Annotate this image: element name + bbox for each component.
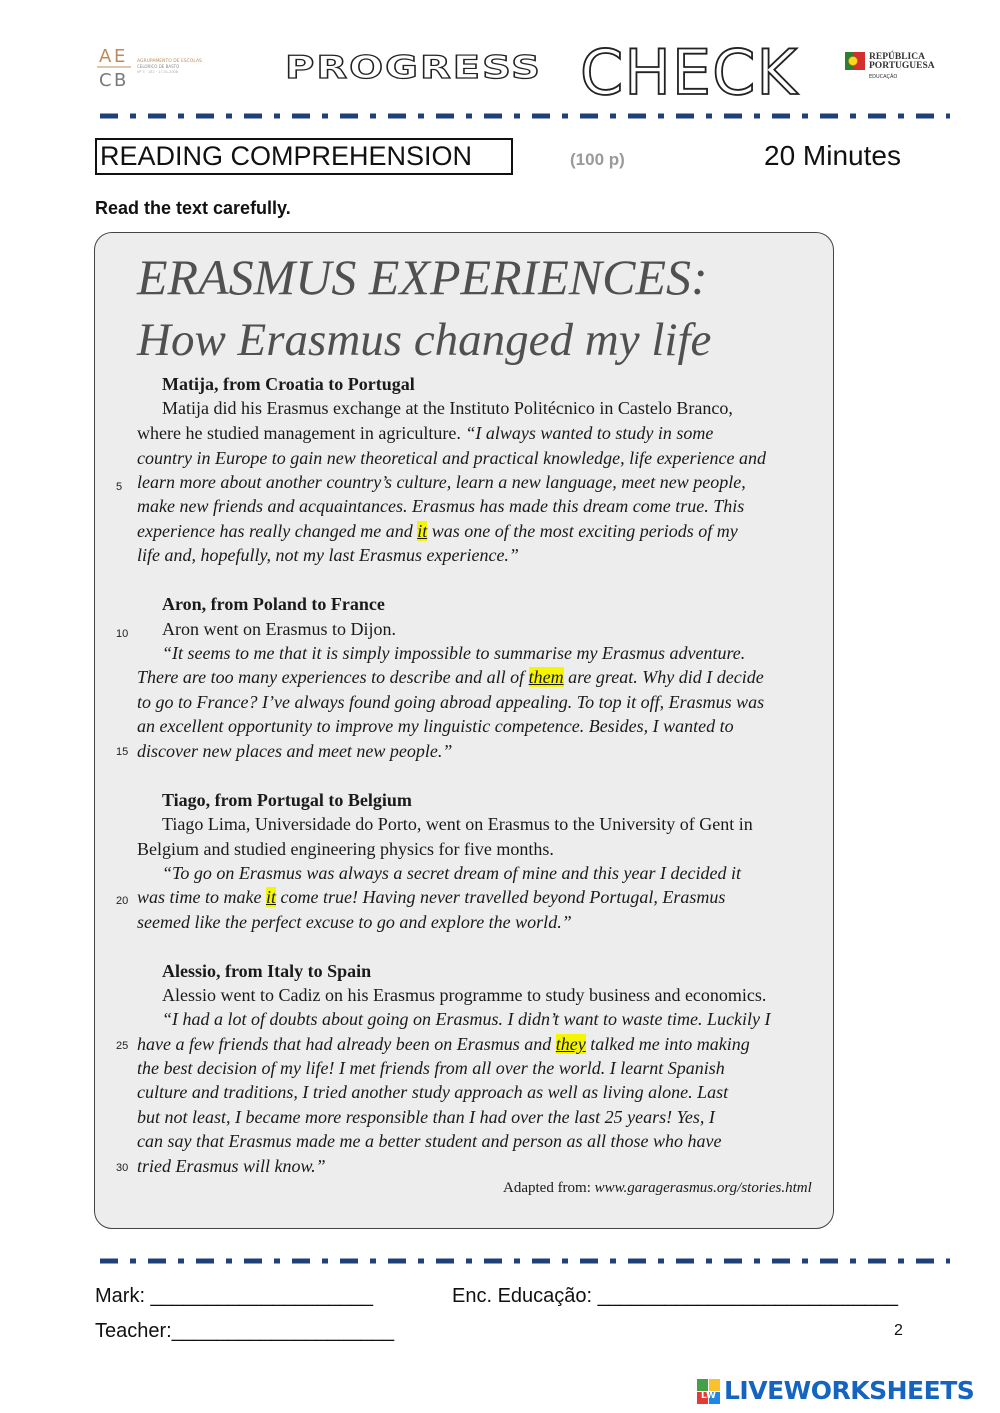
story-line: the best decision of my life! I met friends from all over the world. I learnt Spanish [137, 1058, 725, 1078]
article-subtitle: How Erasmus changed my life [137, 314, 712, 366]
guardian-field: Enc. Educação: ___________________________ [452, 1285, 898, 1307]
badge-text: LW [701, 1391, 716, 1401]
duration-label: 20 Minutes [764, 140, 901, 171]
story-line: can say that Erasmus made me a better student and person as all those who have [137, 1131, 722, 1151]
story-line: life and, hopefully, not my last Erasmus experience.” [137, 545, 519, 565]
story-text: come true! Having never travelled beyond Portugal, Erasmus [276, 887, 726, 907]
line-number: 20 [116, 895, 129, 907]
dashed-divider-bottom [100, 1257, 950, 1265]
page-number: 2 [894, 1322, 903, 1339]
story-text: was one of the most exciting periods of my [427, 521, 738, 541]
highlighted-word-them: them [528, 667, 564, 687]
story-line: Aron went on Erasmus to Dijon. [162, 619, 396, 639]
story-heading-matija: Matija, from Croatia to Portugal [162, 374, 415, 394]
credit-url: www.garagerasmus.org/stories.html [594, 1180, 812, 1196]
source-credit [503, 1180, 812, 1197]
story-line: country in Europe to gain new theoretical and practical knowledge, life experience and [137, 448, 767, 468]
teacher-field: Teacher:____________________ [95, 1320, 395, 1342]
story-heading-tiago: Tiago, from Portugal to Belgium [162, 790, 412, 810]
liveworksheets-badge-icon [696, 1378, 722, 1406]
story-line: tried Erasmus will know.” [137, 1156, 326, 1176]
story-text: have a few friends that had already been on Erasmus and [137, 1034, 556, 1054]
story-text: was time to make [137, 887, 266, 907]
line-number: 5 [116, 481, 123, 493]
story-heading-alessio: Alessio, from Italy to Spain [162, 961, 372, 981]
story-line: make new friends and acquaintances. Erasmus has made this dream come true. This [137, 496, 745, 516]
school-logo-line-2: CELORICO DE BASTO [137, 64, 180, 69]
story-line: discover new places and meet new people.” [137, 741, 453, 761]
instruction-text: Read the text carefully. [95, 198, 291, 218]
line-number: 10 [116, 628, 129, 640]
story-text: are great. Why did I decide [563, 667, 764, 687]
school-logo-letter-b: B [114, 70, 127, 91]
title-check: CHECK [580, 36, 799, 109]
story-line: to go to France? I’ve always found going abroad appealing. To top it off, Erasmus was [137, 692, 765, 712]
gov-logo-line-2: PORTUGUESA [869, 61, 935, 71]
school-logo-letter-c: C [99, 70, 112, 91]
story-text: There are too many experiences to describe and all of [137, 667, 529, 687]
story-line: “It seems to me that it is simply impossible to summarise my Erasmus adventure. [162, 643, 746, 663]
story-heading-aron: Aron, from Poland to France [162, 594, 385, 614]
story-text: talked me into making [585, 1034, 750, 1054]
story-line [137, 423, 713, 444]
dashed-divider-top [100, 112, 950, 120]
highlighted-word-they: they [555, 1034, 586, 1054]
liveworksheets-text: LIVEWORKSHEETS [724, 1376, 975, 1405]
story-quote: “I always wanted to study in some [465, 423, 714, 443]
government-logo [843, 46, 953, 86]
flag-emblem-icon [849, 57, 858, 66]
school-logo-letter-a: A [99, 46, 112, 67]
title-progress: PROGRESS [285, 50, 542, 86]
mark-field: Mark: ____________________ [95, 1285, 374, 1307]
story-line: Belgium and studied engineering physics for five months. [137, 839, 554, 859]
highlighted-word-it: it [417, 521, 428, 541]
section-label-box: READING COMPREHENSION [95, 138, 513, 175]
story-line: but not least, I became more responsible than I had over the last 25 years! Yes, I [137, 1107, 715, 1127]
story-text: experience has really changed me and [137, 521, 418, 541]
story-line: Matija did his Erasmus exchange at the Instituto Politécnico in Castelo Branco, [162, 398, 733, 418]
story-line [137, 667, 764, 688]
school-logo-line-1: AGRUPAMENTO DE ESCOLAS [137, 59, 202, 64]
story-line [137, 521, 738, 542]
school-logo-line-3: Nº 3 · 152 · 17.01.2008 [137, 70, 179, 74]
credit-label: Adapted from: [503, 1180, 595, 1196]
line-number: 15 [116, 746, 129, 758]
gov-logo-line-3: EDUCAÇÃO [869, 74, 898, 80]
story-line [137, 1034, 750, 1055]
school-logo [95, 42, 225, 92]
story-line: seemed like the perfect excuse to go and explore the world.” [137, 912, 572, 932]
story-line: “To go on Erasmus was always a secret dream of mine and this year I decided it [162, 863, 741, 883]
story-line: an excellent opportunity to improve my linguistic competence. Besides, I wanted to [137, 716, 734, 736]
highlighted-word-it-2: it [265, 887, 276, 907]
story-text: where he studied management in agriculture. [137, 423, 466, 443]
article-title: ERASMUS EXPERIENCES: [137, 249, 708, 305]
story-line [137, 887, 725, 908]
points-label: (100 p) [570, 150, 625, 169]
story-line: Tiago Lima, Universidade do Porto, went on Erasmus to the University of Gent in [162, 814, 753, 834]
line-number: 30 [116, 1162, 129, 1174]
story-line: Alessio went to Cadiz on his Erasmus programme to study business and economics. [162, 985, 767, 1005]
gov-logo-line-1: REPÚBLICA [869, 52, 925, 62]
line-number: 25 [116, 1040, 129, 1052]
story-line: “I had a lot of doubts about going on Erasmus. I didn’t want to waste time. Luckily I [162, 1009, 771, 1029]
story-line: culture and traditions, I tried another study approach as well as living alone. Last [137, 1082, 729, 1102]
story-line: learn more about another country’s culture, learn a new language, meet new people, [137, 472, 746, 492]
school-logo-letter-e: E [114, 46, 126, 67]
